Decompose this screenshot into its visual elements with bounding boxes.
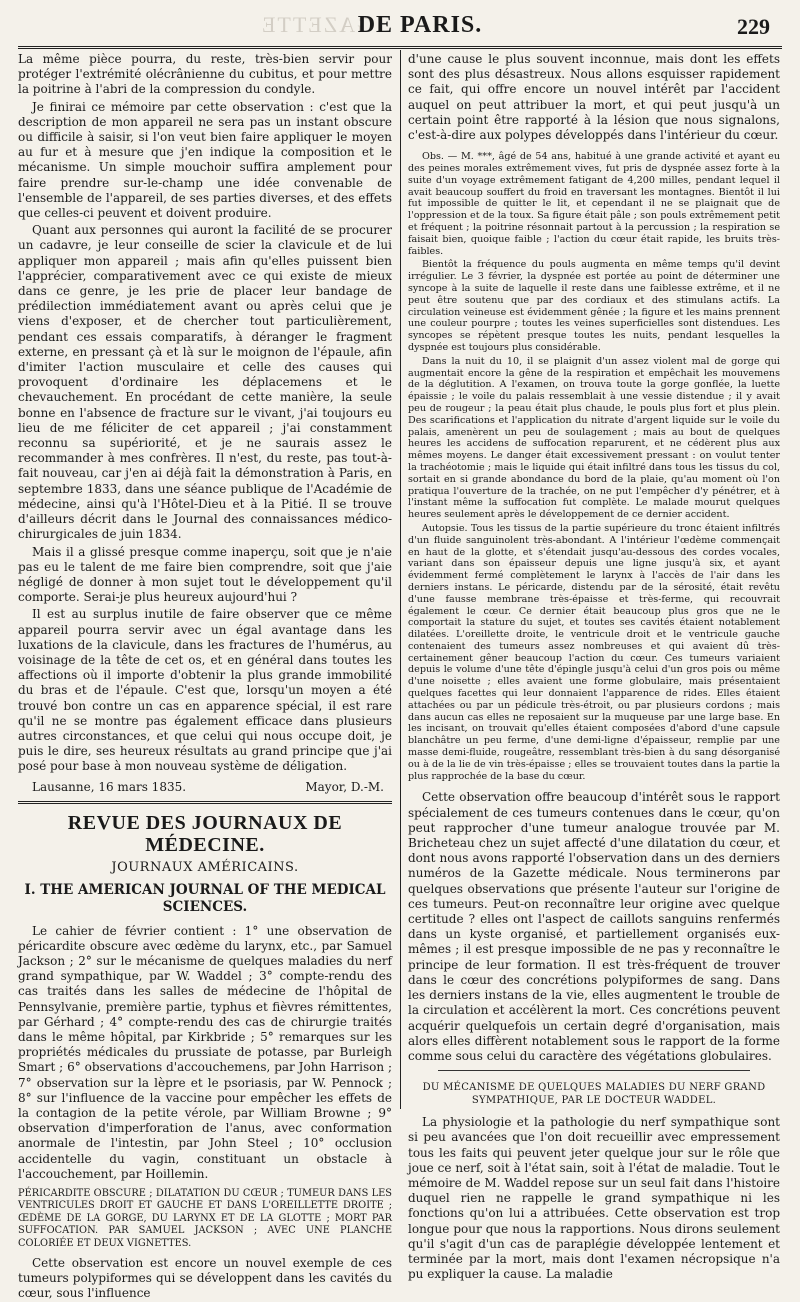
- header-rule: [18, 46, 782, 49]
- paragraph: Mais il a glissé presque comme inaperçu, soit que je n'aie pas eu le talent de me faire bien comprendre, soit que j'aie négligé de donner à mon sujet tout le développement qu'il comporte. Serai-je plus heureux aujourd'hui ?: [18, 544, 392, 605]
- observation-block: [408, 151, 780, 782]
- paragraph: La même pièce pourra, du reste, très-bien servir pour protéger l'extrémité olécrânienne du cubitus, et pour mettre la poitrine à l'abri de la compression du condyle.: [18, 52, 392, 97]
- section-subtitle: JOURNAUX AMÉRICAINS.: [111, 859, 299, 875]
- caps-heading: [18, 1188, 392, 1250]
- observation-paragraph: Bientôt la fréquence du pouls augmenta en même temps qu'il devint irrégulier. Le 3 février, la dyspnée est portée au point de déterminer une syncope à la suite de laquelle il reste dans une faiblesse extrême, et il ne peut être soutenu que par des cordiaux et des stimulans actifs. La circulation veineuse est évidemment gênée ; la figure et les mains prennent une couleur pourpre ; toutes les veines superficielles sont distendues. Les syncopes se répètent presque toutes les nuits, pendant lesquelles la dyspnée est toujours plus considérable.: [408, 259, 780, 353]
- paragraph: Je finirai ce mémoire par cette observation : c'est que la description de mon appareil ne sera pas un instant obscure ou difficile à saisir, si l'on veut bien faire appliquer le moyen au fur et à mesure que j'en indique la composition et le mécanisme. Un simple mouchoir suffira amplement pour faire prendre sur-le-champ une idée convenable de l'ensemble de l'appareil, de ses parties diverses, et des effets que celles-ci peuvent et doivent produire.: [18, 99, 392, 221]
- caps-heading-text: PÉRICARDITE OBSCURE ; DILATATION DU CŒUR ; TUMEUR DANS LES VENTRICULES DROIT ET GAUCHE ET DANS L'OREILLETTE DROITE ; ŒDÈME DE LA GORGE, DU LARYNX ET DE LA GLOTTE ; MORT PAR SUFFOCATION. PAR SAMUEL JACKSON ; AVEC UNE PLANCHE COLORIÉE ET DEUX VIGNETTES.: [18, 1188, 392, 1249]
- section-title: REVUE DES JOURNAUX DE MÉDECINE.: [67, 811, 343, 856]
- running-title: DE PARIS.: [357, 12, 483, 38]
- left-column: [18, 52, 392, 1301]
- observation-paragraph: Obs. — M. ***, âgé de 54 ans, habitué à une grande activité et ayant eu des peines morales extrêmement vives, fut pris de dyspnée assez forte à la suite d'un voyage extrêmement fatigant de 4,200 milles, pendant lequel il avait beaucoup souffert du froid en traversant les montagnes. Bientôt il lui fut impossible de quitter le lit, et cependant il ne se plaignait que de l'oppression et de la toux. Sa figure était pâle ; son pouls extrêmement petit et fréquent ; la poitrine résonnait partout à la percussion ; la respiration se faisait bien, quoique faible ; l'action du cœur était rapide, les bruits très-faibles.: [408, 151, 780, 257]
- observation-paragraph: Dans la nuit du 10, il se plaignit d'un assez violent mal de gorge qui augmentait encore la gêne de la respiration et empêchait les mouvemens de la déglutition. A l'examen, on trouva toute la gorge gonflée, la luette épaissie ; le voile du palais ressemblait à une vessie distendue ; il y avait peu de rougeur ; la peau était plus chaude, le pouls plus fort et plus plein. Des scarifications et l'application du nitrate d'argent liquide sur le voile du palais, amenèrent un peu de soulagement ; mais au bout de quelques heures les accidens de suffocation reparurent, et ne cédèrent plus aux mêmes moyens. Le danger était excessivement pressant : on voulut tenter la trachéotomie ; mais le liquide qui était infiltré dans tous les tissus du col, sortait en si grande abondance du bord de la plaie, qu'au moment où l'on pratiqua l'ouverture de la trachée, on ne put l'empêcher d'y pénétrer, et à l'instant même la suffocation fut complète. Le malade mourut quelques heures seulement après le développement de ce dernier accident.: [408, 355, 780, 521]
- subarticle-heading: DU MÉCANISME DE QUELQUES MALADIES DU NERF GRAND SYMPATHIQUE, PAR LE DOCTEUR WADDEL.: [422, 1082, 766, 1107]
- paragraph: Quant aux personnes qui auront la facilité de se procurer un cadavre, je leur conseille de scier la clavicule et de lui appliquer mon appareil ; mais afin qu'elles puissent bien l'apprécier, comparativement avec ce qui existe de mieux dans ce genre, je les prie de placer leur bandage de prédilection immédiatement avant ou après celui que je viens d'exposer, et de chercher tout particulièrement, pendant ces essais comparatifs, à déranger le fragment externe, en pressant çà et là sur le moignon de l'épaule, afin d'imiter l'action musculaire et celle des causes qui provoquent d'ordinaire les déplacemens et le chevauchement. En procédant de cette manière, la seule bonne en l'absence de fracture sur le vivant, j'ai toujours eu lieu de me féliciter de cet appareil ; j'ai constamment reconnu sa supériorité, et je ne saurais assez le recommander à mes confrères. Il n'est, du reste, pas tout-à-fait nouveau, car j'en ai déjà fait la démonstration à Paris, en septembre 1833, dans une séance publique de l'Académie de médecine, ainsi qu'à l'Hôtel-Dieu et à la Pitié. Il se trouve d'ailleurs décrit dans le Journal des connaissances médico-chirurgicales de juin 1834.: [18, 223, 392, 542]
- paragraph: Cette observation est encore un nouvel exemple de ces tumeurs polypiformes qui se développent dans les cavités du cœur, sous l'influence: [18, 1256, 392, 1301]
- bleed-through-header: GAZETTE: [260, 12, 373, 37]
- paragraph: La physiologie et la pathologie du nerf sympathique sont si peu avancées que l'on doit recueillir avec empressement tous les faits qui peuvent jeter quelque jour sur le rôle que joue ce nerf, soit à l'état sain, soit à l'état de maladie. Tout le mémoire de M. Waddel repose sur un seul fait dans l'histoire duquel rien ne rappelle le grand sympathique ni les fonctions qu'on lui a attribuées. Cette observation est trop longue pour que nous la rapportions. Nous dirons seulement qu'il s'agit d'un cas de paraplégie développée lentement et terminée par la mort, mais dont l'examen nécropsique n'a pu expliquer la cause. La maladie: [408, 1115, 780, 1282]
- rule: [438, 1070, 750, 1071]
- article-title: I. THE AMERICAN JOURNAL OF THE MEDICAL SCIENCES.: [24, 881, 386, 915]
- paragraph: Il est au surplus inutile de faire observer que ce même appareil pourra servir avec un égal avantage dans les luxations de la clavicule, dans les fractures de l'humérus, au voisinage de la tête de cet os, et en général dans toutes les affections où il importe d'obtenir la plus grande immobilité du bras et de l'épaule. C'est que, lorsqu'un moyen a été trouvé bon contre un cas en apparence spécial, il est rare qu'il ne se montre pas également efficace dans plusieurs autres circonstances, et que celui qui nous occupe doit, je puis le dire, ses heureux résultats au grand principe que j'ai posé pour base à mon nouveau système de déligation.: [18, 607, 392, 774]
- contents-paragraph: Le cahier de février contient : 1° une observation de péricardite obscure avec œdème du larynx, etc., par Samuel Jackson ; 2° sur le mécanisme de quelques maladies du nerf grand sympathique, par W. Waddel ; 3° compte-rendu des cas traités dans les salles de médecine de l'hôpital de Pennsylvanie, première partie, typhus et fièvres rémittentes, par Gérhard ; 4° compte-rendu des cas de chirurgie traités dans le même hôpital, par Kirkbride ; 5° remarques sur les propriétés médicales du prussiate de potasse, par Burleigh Smart ; 6° observations d'accouchemens, par John Harrison ; 7° observation sur la lèpre et le psoriasis, par W. Pennock ; 8° sur l'influence de la vaccine pour empêcher les effets de la contagion de la petite vérole, par William Browne ; 9° observation d'imperforation de l'anus, avec conformation anormale de l'intestin, par John Steel ; 10° occlusion accidentelle du vagin, constituant un obstacle à l'accouchement, par Hoillemin.: [18, 923, 392, 1181]
- commentary-paragraph: Cette observation offre beaucoup d'intérêt sous le rapport spécialement de ces tumeurs contenues dans le cœur, qu'on peut rapprocher d'une tumeur analogue trouvée par M. Bricheteau chez un sujet affecté d'une dilatation du cœur, et dont nous avons rapporté l'observation dans un des derniers numéros de la Gazette médicale. Nous terminerons par quelques observations que présente l'auteur sur l'origine de ces tumeurs. Peut-on reconnaître leur origine avec quelque certitude ? elles ont l'aspect de caillots sanguins renfermés dans un kyste organisé, et partiellement organisés eux-mêmes ; il est presque impossible de ne pas y reconnaître le principe de leur formation. Il est très-fréquent de trouver dans le cœur des concrétions polypiformes de sang. Dans les derniers instans de la vie, elles augmentent le trouble de la circulation et accélèrent la mort. Ces concrétions peuvent acquérir quelquefois un certain degré d'organisation, mais alors elles diffèrent notablement sous le rapport de la forme comme sous celui du caractère des végétations globulaires.: [408, 790, 780, 1063]
- signature-line: [18, 779, 392, 795]
- section-rule: [18, 801, 392, 804]
- place-date: Lausanne, 16 mars 1835.: [32, 779, 187, 794]
- right-column: [408, 52, 780, 1282]
- author-signature: Mayor, D.-M.: [305, 779, 384, 794]
- paragraph: d'une cause le plus souvent inconnue, mais dont les effets sont des plus désastreux. Nous allons esquisser rapidement ce fait, qui offre encore un nouvel intérêt par l'accident auquel on peut attribuer la mort, et qui peut jusqu'à un certain point être rapporté à la lésion que nous signalons, c'est-à-dire aux polypes développés dans l'intérieur du cœur.: [408, 52, 780, 143]
- observation-paragraph: Autopsie. Tous les tissus de la partie supérieure du tronc étaient infiltrés d'un fluide sanguinolent très-abondant. A l'intérieur l'œdème commençait en haut de la glotte, et s'étendait jusqu'au-dessous des cordes vocales, variant dans son épaisseur depuis une ligne jusqu'à six, et ayant évidemment fermé complètement le larynx à l'accès de l'air dans les derniers instans. Le péricarde, distendu par de la sérosité, était revêtu d'une fausse membrane très-épaisse et très-ferme, qui recouvrait également le cœur. Ce dernier était beaucoup plus gros que ne le comportait la stature du sujet, et toutes ses cavités étaient notablement dilatées. L'oreillette droite, le ventricule droit et le ventricule gauche contenaient des tumeurs assez nombreuses et qui avaient dû très-certainement gêner beaucoup l'action du cœur. Ces tumeurs variaient depuis le volume d'une tête d'épingle jusqu'à celui d'un gros pois ou même d'une noisette ; elles avaient une forme globulaire, mais présentaient quelques facettes qui leur donnaient l'apparence de rides. Elles étaient attachées ou par un pédicule très-étroit, ou par plusieurs cordons ; mais dans aucun cas elles ne reposaient sur la muqueuse par une large base. En les incisant, on trouvait qu'elles étaient composées d'abord d'une capsule blanchâtre un peu ferme, d'une demi-ligne d'épaisseur, remplie par une masse demi-fluide, rougeâtre, ressemblant très-bien à du sang désorganisé ou à de la lie de vin très-épaisse ; elles se trouvaient toutes dans la partie la plus rapprochée de la base du cœur.: [408, 522, 780, 782]
- column-divider: [400, 50, 401, 1109]
- page-number: 229: [737, 14, 770, 39]
